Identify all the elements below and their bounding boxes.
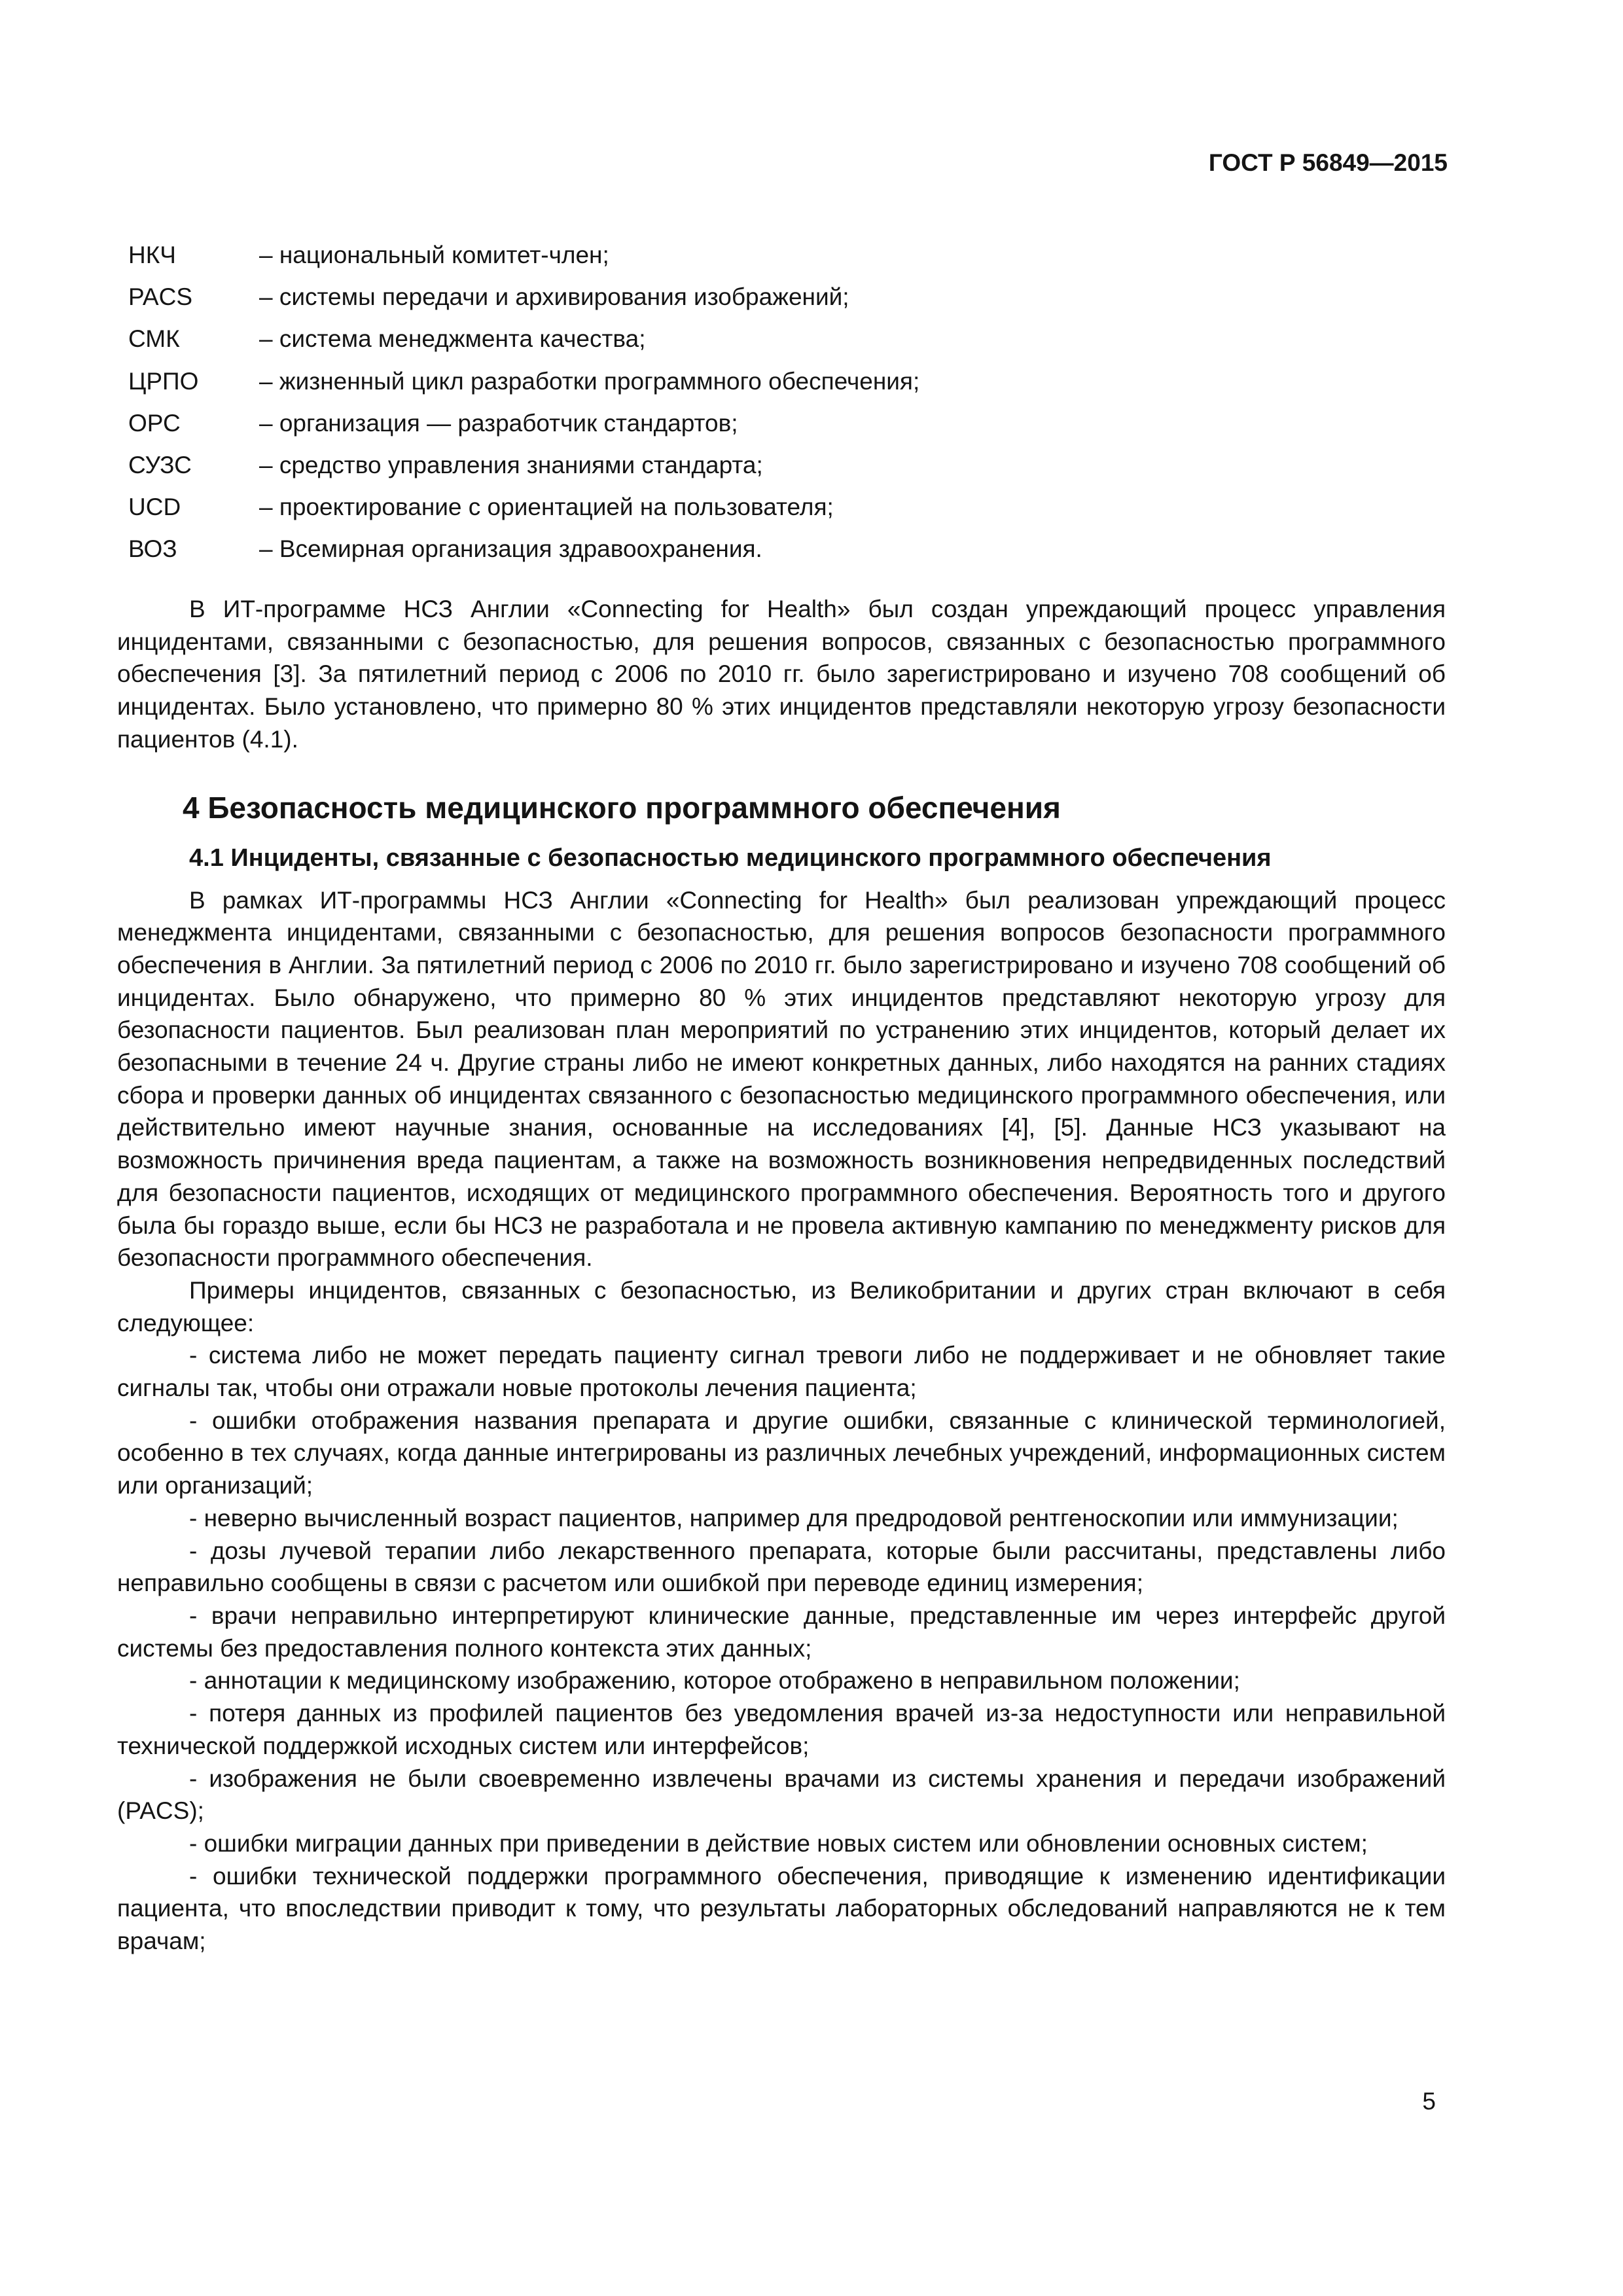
abbreviation-term: НКЧ <box>128 242 176 268</box>
abbreviation-term: ОРС <box>128 409 181 437</box>
intro-paragraph: В ИТ-программе НСЗ Англии «Connecting for Health» был создан упреждающий процесс управления инцидентами, связанными с безопасностью, для решения вопросов, связанных с безопасностью программного обеспечения [3]. За пятилетний период с 2006 по 2010 гг. было зарегистрировано и изучено 708 сообщений об инцидентах. Было установлено, что примерно 80 % этих инцидентов представляли некоторую угрозу безопасности пациентов (4.1). <box>117 596 1446 753</box>
abbreviation-definition: – жизненный цикл разработки программного обеспечения; <box>259 367 920 395</box>
abbreviation-definition: – национальный комитет-член; <box>259 242 609 268</box>
abbreviation-row <box>128 444 1306 486</box>
abbreviation-term: СМК <box>128 325 180 353</box>
abbreviation-row <box>128 528 1306 570</box>
list-item: - врачи неправильно интерпретируют клинические данные, представленные им через интерфейс другой системы без предоставления полного контекста этих данных; <box>117 1602 1446 1662</box>
list-item: - аннотации к медицинскому изображению, которое отображено в неправильном положении; <box>189 1667 1240 1695</box>
section-title: 4 Безопасность медицинского программного обеспечения <box>183 790 1061 825</box>
list-item: - потеря данных из профилей пациентов без уведомления врачей из-за недоступности или неправильной технической поддержкой исходных систем или интерфейсов; <box>117 1700 1446 1759</box>
abbreviation-row <box>128 486 1306 528</box>
list-item: - ошибки отображения названия препарата и другие ошибки, связанные с клинической терминологией, особенно в тех случаях, когда данные интегрированы из различных лечебных учреждений, информационных систем или организаций; <box>117 1407 1446 1499</box>
abbreviation-definition: – системы передачи и архивирования изображений; <box>259 283 849 311</box>
abbreviation-row <box>128 276 1306 318</box>
list-item: - изображения не были своевременно извлечены врачами из системы хранения и передачи изображений (PACS); <box>117 1765 1446 1825</box>
abbreviation-term: ЦРПО <box>128 367 199 395</box>
abbreviation-definition: – организация — разработчик стандартов; <box>259 409 738 437</box>
abbreviation-term: PACS <box>128 283 193 311</box>
list-item: - ошибки технической поддержки программного обеспечения, приводящие к изменению идентификации пациента, что впоследствии приводит к тому, что результаты лабораторных обследований направляются не к тем врачам; <box>117 1862 1446 1955</box>
list-item: - ошибки миграции данных при приведении в действие новых систем или обновлении основных систем; <box>189 1829 1368 1857</box>
abbreviation-row <box>128 403 1306 444</box>
list-item: - дозы лучевой терапии либо лекарственного препарата, которые были рассчитаны, представлены либо неправильно сообщены в связи с расчетом или ошибкой при переводе единиц измерения; <box>117 1537 1446 1597</box>
abbreviation-term: СУЗС <box>128 451 192 478</box>
abbreviation-row <box>128 318 1306 360</box>
abbreviations-list <box>128 234 1306 571</box>
abbreviation-definition: – система менеджмента качества; <box>259 325 646 353</box>
list-item: - система либо не может передать пациенту сигнал тревоги либо не поддерживает и не обновляет такие сигналы так, чтобы они отражали новые протоколы лечения пациента; <box>117 1342 1446 1402</box>
list-item: - неверно вычисленный возраст пациентов, например для предродовой рентгеноскопии или иммунизации; <box>189 1504 1399 1532</box>
document-code-header: ГОСТ Р 56849—2015 <box>1208 149 1448 176</box>
document-body <box>117 593 1446 1958</box>
abbreviation-definition: – средство управления знаниями стандарта; <box>259 451 763 478</box>
abbreviation-row <box>128 234 1306 276</box>
subsection-title: 4.1 Инциденты, связанные с безопасностью медицинского программного обеспечения <box>189 844 1272 872</box>
body-paragraph: В рамках ИТ-программы НСЗ Англии «Connecting for Health» был реализован упреждающий процесс менеджмента инцидентами, связанными с безопасностью, для решения вопросов безопасности программного обеспечения в Англии. За пятилетний период с 2006 по 2010 гг. было зарегистрировано и изучено 708 сообщений об инцидентах. Было обнаружено, что примерно 80 % этих инцидентов представляют некоторую угрозу для безопасности пациентов. Был реализован план мероприятий по устранению этих инцидентов, который делает их безопасными в течение 24 ч. Другие страны либо не имеют конкретных данных, либо находятся на ранних стадиях сбора и проверки данных об инцидентах связанного с безопасностью медицинского программного обеспечения, или действительно имеют научные знания, основанные на исследованиях [4], [5]. Данные НСЗ указывают на возможность причинения вреда пациентам, а также на возможность возникновения непредвиденных последствий для безопасности пациентов, исходящих от медицинского программного обеспечения. Вероятность того и другого была бы гораздо выше, если бы НСЗ не разработала и не провела активную кампанию по менеджменту рисков для безопасности программного обеспечения. <box>117 886 1446 1272</box>
page-number: 5 <box>1422 2088 1436 2115</box>
abbreviation-definition: – Всемирная организация здравоохранения. <box>259 535 762 563</box>
body-paragraph: Примеры инцидентов, связанных с безопасностью, из Великобритании и других стран включают в себя следующее: <box>117 1276 1446 1336</box>
abbreviation-definition: – проектирование с ориентацией на пользователя; <box>259 493 834 521</box>
abbreviation-row <box>128 361 1306 403</box>
abbreviation-term: ВОЗ <box>128 535 177 563</box>
abbreviation-term: UCD <box>128 493 181 521</box>
